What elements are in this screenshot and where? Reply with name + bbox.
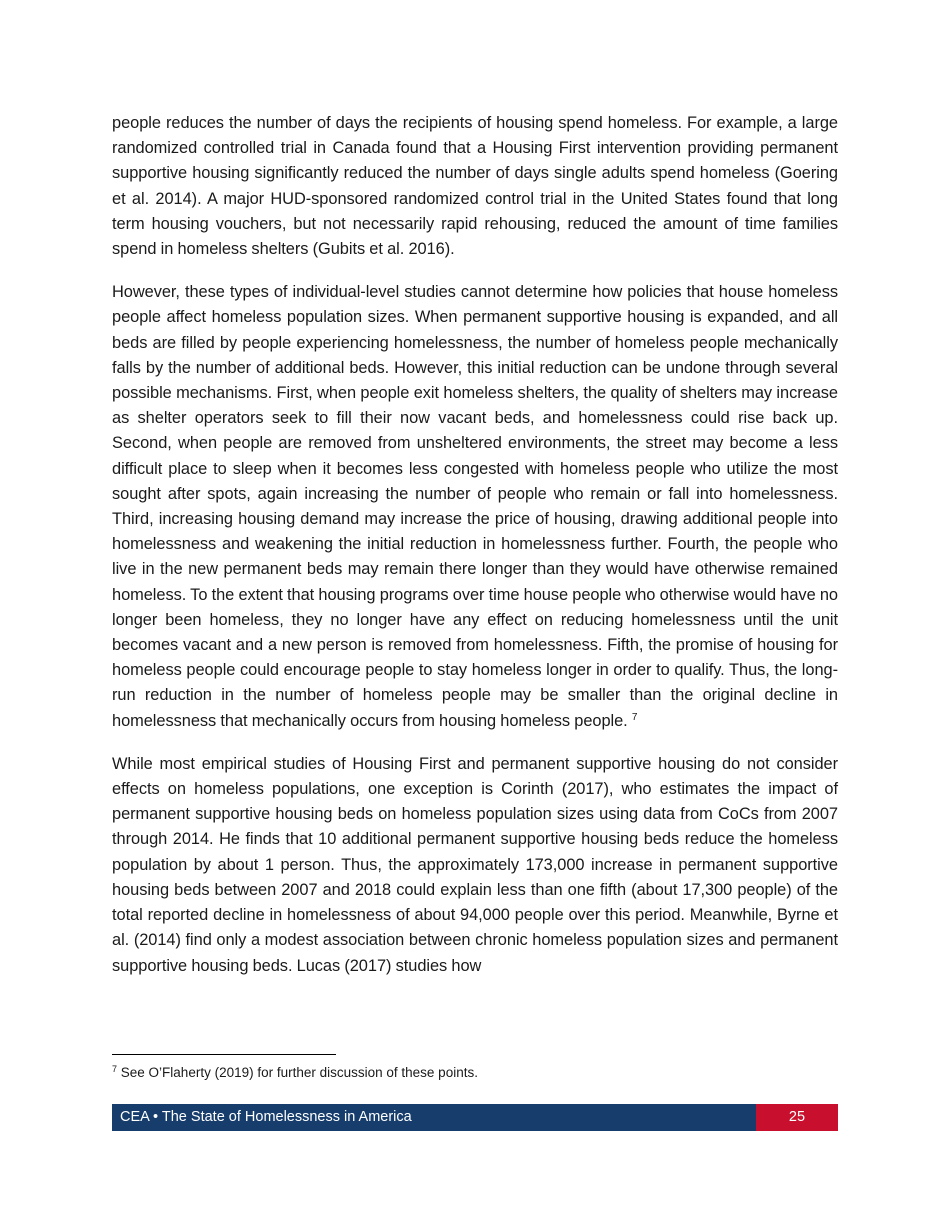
footnote-text: See O’Flaherty (2019) for further discussion of these points. xyxy=(120,1065,478,1080)
paragraph-2 xyxy=(112,280,838,734)
footer-title: CEA • The State of Homelessness in America xyxy=(112,1104,756,1131)
paragraph-3 xyxy=(112,752,838,979)
paragraph-3-text: While most empirical studies of Housing First and permanent supportive housing do not consider effects on homeless populations, one exception is Corinth (2017), who estimates the impact of permanent supportive housing beds on homeless population sizes using data from CoCs from 2007 through 2014. He finds that 10 additional permanent supportive housing beds reduce the homeless population by about 1 person. Thus, the approximately 173,000 increase in permanent supportive housing beds between 2007 and 2018 could explain less than one fifth (about 17,300 people) of the total reported decline in homelessness of about 94,000 people over this period. Meanwhile, Byrne et al. (2014) find only a modest association between chronic homeless population sizes and permanent supportive housing beds. Lucas (2017) studies how xyxy=(112,754,838,975)
paragraph-1 xyxy=(112,111,838,262)
paragraph-1-text: people reduces the number of days the recipients of housing spend homeless. For example, a large randomized controlled trial in Canada found that a Housing First intervention providing permanent supportive housing significantly reduced the number of days single adults spend homeless (Goering et al. 2014). A major HUD-sponsored randomized control trial in the United States found that long term housing vouchers, but not necessarily rapid rehousing, reduced the amount of time families spend in homeless shelters (Gubits et al. 2016). xyxy=(112,114,838,259)
paragraph-2-text: However, these types of individual-level studies cannot determine how policies that house homeless people affect homeless population sizes. When permanent supportive housing is expanded, and all beds are filled by people experiencing homelessness, the number of homeless people mechanically falls by the number of additional beds. However, this initial reduction can be undone through several possible mechanisms. First, when people exit homeless shelters, the quality of shelters may increase as shelter operators seek to fill their now vacant beds, and homelessness could rise back up. Second, when people are removed from unsheltered environments, the street may become a less difficult place to sleep when it becomes less congested with homeless people who utilize the most sought after spots, again increasing the number of people who remain or fall into homelessness. Third, increasing housing demand may increase the price of housing, drawing additional people into homelessness and weakening the initial reduction in homelessness further. Fourth, the people who live in the new permanent beds may remain there longer than they would have otherwise remained homeless. To the extent that housing programs over time house people who otherwise would have no longer been homeless, they no longer have any effect on reducing homelessness until the unit becomes vacant and a new person is removed from homelessness. Fifth, the promise of housing for homeless people could encourage people to stay homeless longer in order to qualify. Thus, the long-run reduction in the number of homeless people may be smaller than the original decline in homelessness that mechanically occurs from housing homeless people. xyxy=(112,283,838,730)
footnote-marker: 7 xyxy=(112,1064,118,1074)
document-body xyxy=(112,111,838,997)
page-footer xyxy=(112,1104,838,1131)
footnote xyxy=(112,1063,478,1083)
footnote-divider xyxy=(112,1054,336,1055)
footnote-reference[interactable]: 7 xyxy=(631,711,638,723)
page-number: 25 xyxy=(756,1104,838,1131)
